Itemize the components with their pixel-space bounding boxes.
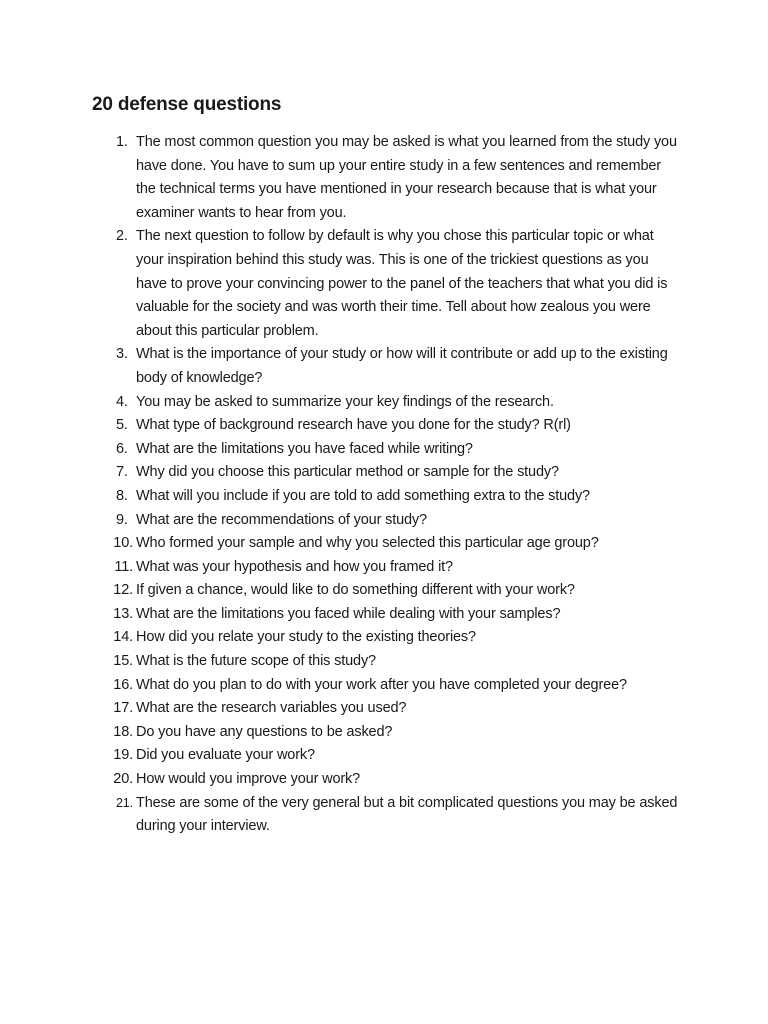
list-item [0, 343, 768, 390]
list-item [0, 556, 768, 580]
document-title: 20 defense questions [92, 94, 282, 115]
list-item [0, 697, 768, 721]
list-item [0, 461, 768, 485]
list-item [0, 485, 768, 509]
list-item-text: What do you plan to do with your work after you have completed your degree? [136, 676, 627, 693]
list-item-number: 17. [113, 700, 133, 717]
list-item [0, 744, 768, 768]
list-item-text: How did you relate your study to the existing theories? [136, 629, 476, 646]
list-item-number: 8. [116, 487, 128, 504]
list-item-text: What are the recommendations of your study? [136, 511, 427, 528]
list-item-number: 12. [113, 582, 133, 599]
question-list [0, 131, 768, 839]
list-item [0, 225, 768, 343]
list-item [0, 603, 768, 627]
list-item [0, 509, 768, 533]
list-item [0, 414, 768, 438]
list-item-number: 10. [113, 535, 133, 552]
list-item [0, 131, 768, 225]
list-item-number: 5. [116, 417, 128, 434]
list-item-number: 6. [116, 440, 128, 457]
list-item-number: 18. [113, 723, 133, 740]
list-item [0, 579, 768, 603]
list-item [0, 768, 768, 792]
list-item-number: 21. [116, 795, 133, 810]
list-item-number: 3. [116, 346, 128, 363]
list-item [0, 391, 768, 415]
list-item [0, 626, 768, 650]
list-item [0, 532, 768, 556]
list-item-number: 9. [116, 511, 128, 528]
list-item [0, 721, 768, 745]
list-item-text: What type of background research have you done for the study? R(rl) [136, 417, 571, 434]
list-item-number: 13. [113, 605, 133, 622]
list-item-text: What are the limitations you faced while dealing with your samples? [136, 605, 561, 622]
list-item-number: 7. [116, 464, 128, 481]
list-item-text: What will you include if you are told to add something extra to the study? [136, 487, 590, 504]
list-item-text: What is the importance of your study or how will it contribute or add up to the existing body of knowledge? [136, 346, 668, 386]
list-item-number: 15. [113, 653, 133, 670]
list-item-number: 11. [114, 558, 133, 575]
list-item-text: What are the research variables you used? [136, 700, 407, 717]
list-item-text: Do you have any questions to be asked? [136, 723, 393, 740]
list-item-number: 16. [113, 676, 133, 693]
list-item-number: 19. [113, 747, 133, 764]
list-item-text: These are some of the very general but a bit complicated questions you may be asked during your interview. [136, 794, 678, 835]
list-item-text: What are the limitations you have faced while writing? [136, 440, 473, 457]
list-item-text: You may be asked to summarize your key findings of the research. [136, 393, 554, 410]
list-item-text: The next question to follow by default is why you chose this particular topic or what your inspiration behind this study was. This is one of the trickiest questions as you have to prove your convincing power to the panel of the teachers that what you did is valuable for the society and was worth their time. Tell about how zealous you were about this particular problem. [136, 228, 668, 339]
list-item-number: 4. [116, 393, 128, 410]
list-item [0, 438, 768, 462]
list-item-text: The most common question you may be asked is what you learned from the study you have done. You have to sum up your entire study in a few sentences and remember the technical terms you have mentioned in your research because that is what your examiner wants to hear from you. [136, 134, 677, 221]
list-item-text: How would you improve your work? [136, 771, 361, 788]
list-item-number: 20. [113, 771, 133, 788]
list-item-text: What was your hypothesis and how you framed it? [136, 558, 453, 575]
list-item-text: Did you evaluate your work? [136, 747, 315, 764]
list-item-number: 2. [116, 228, 128, 245]
list-item [0, 650, 768, 674]
list-item-number: 1. [116, 134, 128, 150]
list-item-text: If given a chance, would like to do something different with your work? [136, 582, 575, 599]
list-item-text: Who formed your sample and why you selected this particular age group? [136, 535, 599, 552]
list-item [0, 674, 768, 698]
list-item-text: Why did you choose this particular method or sample for the study? [136, 464, 559, 481]
list-item [0, 792, 768, 839]
list-item-number: 14. [113, 629, 133, 646]
list-item-text: What is the future scope of this study? [136, 653, 376, 670]
